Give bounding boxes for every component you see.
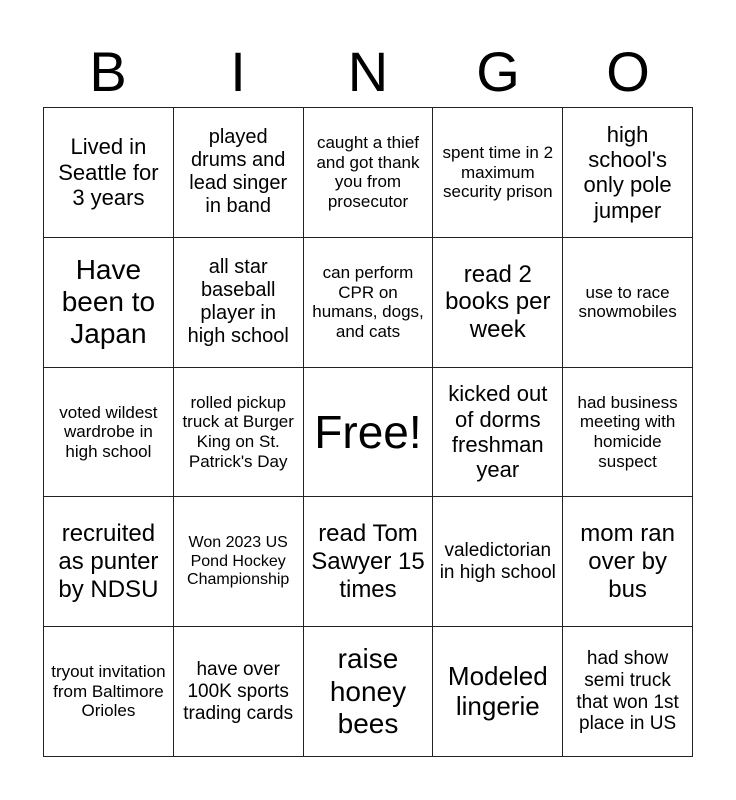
bingo-cell: tryout invitation from Baltimore Orioles [44,627,174,757]
header-letter-g: G [476,40,520,103]
bingo-cell: mom ran over by bus [563,497,693,627]
bingo-cell: raise honey bees [304,627,434,757]
bingo-cell: valedictorian in high school [433,497,563,627]
bingo-cell: read Tom Sawyer 15 times [304,497,434,627]
bingo-cell: spent time in 2 maximum security prison [433,108,563,238]
bingo-cell: Lived in Seattle for 3 years [44,108,174,238]
bingo-cell: caught a thief and got thank you from prosecutor [304,108,434,238]
bingo-cell: voted wildest wardrobe in high school [44,368,174,498]
bingo-cell: recruited as punter by NDSU [44,497,174,627]
bingo-cell: Have been to Japan [44,238,174,368]
bingo-cell: rolled pickup truck at Burger King on St. Patrick's Day [174,368,304,498]
bingo-cell: kicked out of dorms freshman year [433,368,563,498]
header-letter-n: N [347,40,389,103]
header-letter-b: B [89,40,127,103]
bingo-cell: all star baseball player in high school [174,238,304,368]
bingo-cell: can perform CPR on humans, dogs, and cats [304,238,434,368]
bingo-cell: read 2 books per week [433,238,563,368]
bingo-cell: had show semi truck that won 1st place in US [563,627,693,757]
bingo-header [43,40,693,104]
bingo-cell: high school's only pole jumper [563,108,693,238]
bingo-cell: Won 2023 US Pond Hockey Championship [174,497,304,627]
bingo-cell: had business meeting with homicide suspect [563,368,693,498]
bingo-cell: use to race snowmobiles [563,238,693,368]
header-letter-i: I [230,40,246,103]
bingo-grid [43,107,693,757]
bingo-cell: have over 100K sports trading cards [174,627,304,757]
bingo-cell: played drums and lead singer in band [174,108,304,238]
free-space: Free! [304,368,434,498]
header-letter-o: O [606,40,650,103]
bingo-cell: Modeled lingerie [433,627,563,757]
